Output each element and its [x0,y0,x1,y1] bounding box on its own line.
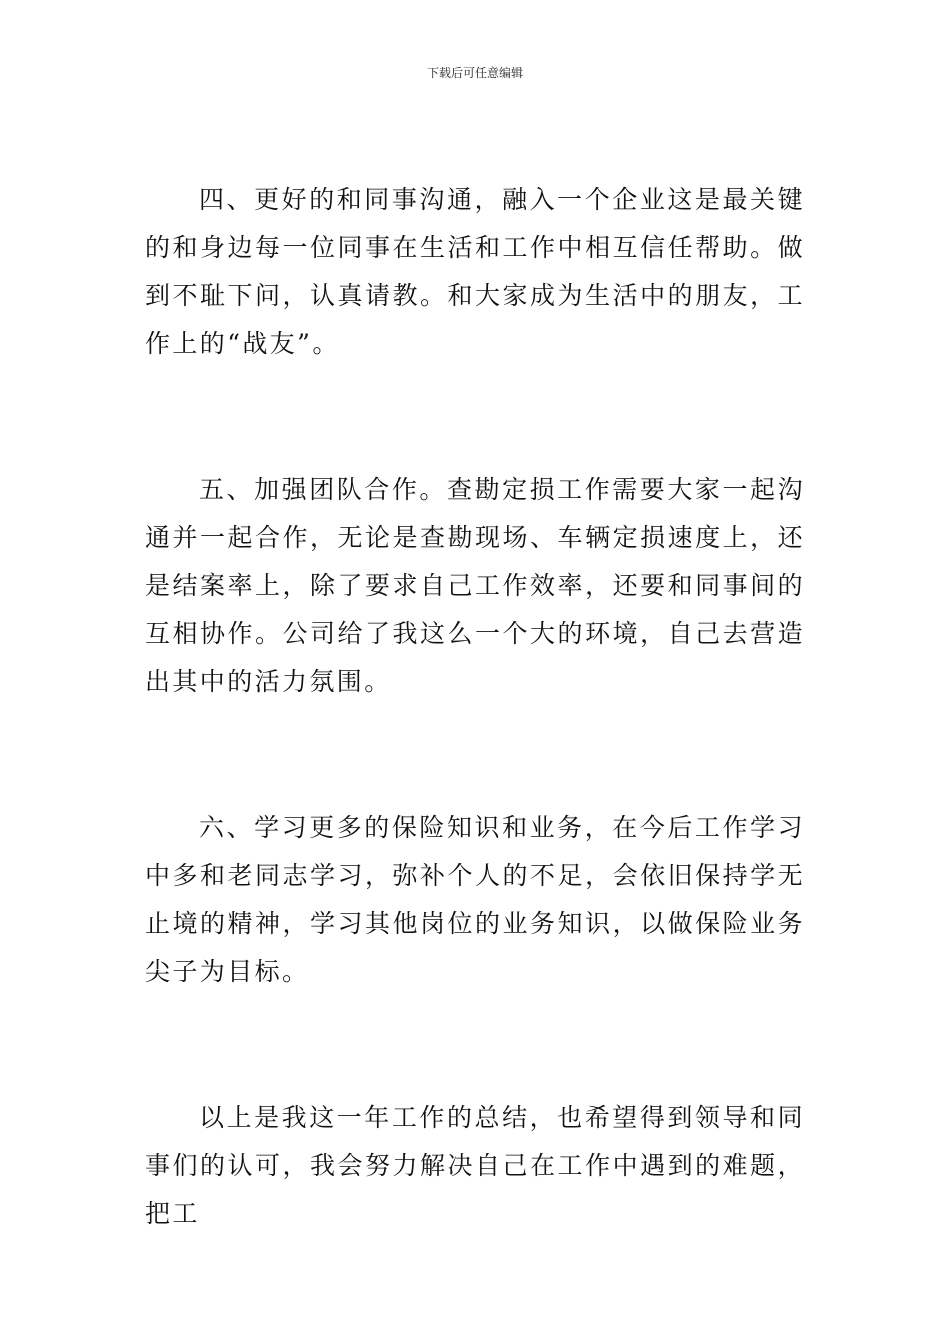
paragraph-six-learning: 六、学习更多的保险知识和业务，在今后工作学习中多和老同志学习，弥补个人的不足，会依旧保持学无止境的精神，学习其他岗位的业务知识，以做保险业务尖子为目标。 [145,813,805,986]
paragraph-summary: 以上是我这一年工作的总结，也希望得到领导和同事们的认可，我会努力解决自己在工作中遇到的难题，把工 [145,1103,805,1228]
paragraph-four-communication: 四、更好的和同事沟通，融入一个企业这是最关键的和身边每一位同事在生活和工作中相互信任帮助。做到不耻下问，认真请教。和大家成为生活中的朋友，工作上的“战友”。 [145,185,805,358]
document-body [145,176,805,1238]
paragraph-five-teamwork: 五、加强团队合作。查勘定损工作需要大家一起沟通并一起合作，无论是查勘现场、车辆定损速度上，还是结案率上，除了要求自己工作效率，还要和同事间的互相协作。公司给了我这么一个大的环境，自己去营造出其中的活力氛围。 [145,475,805,696]
page-header-note: 下载后可任意编辑 [426,66,523,80]
